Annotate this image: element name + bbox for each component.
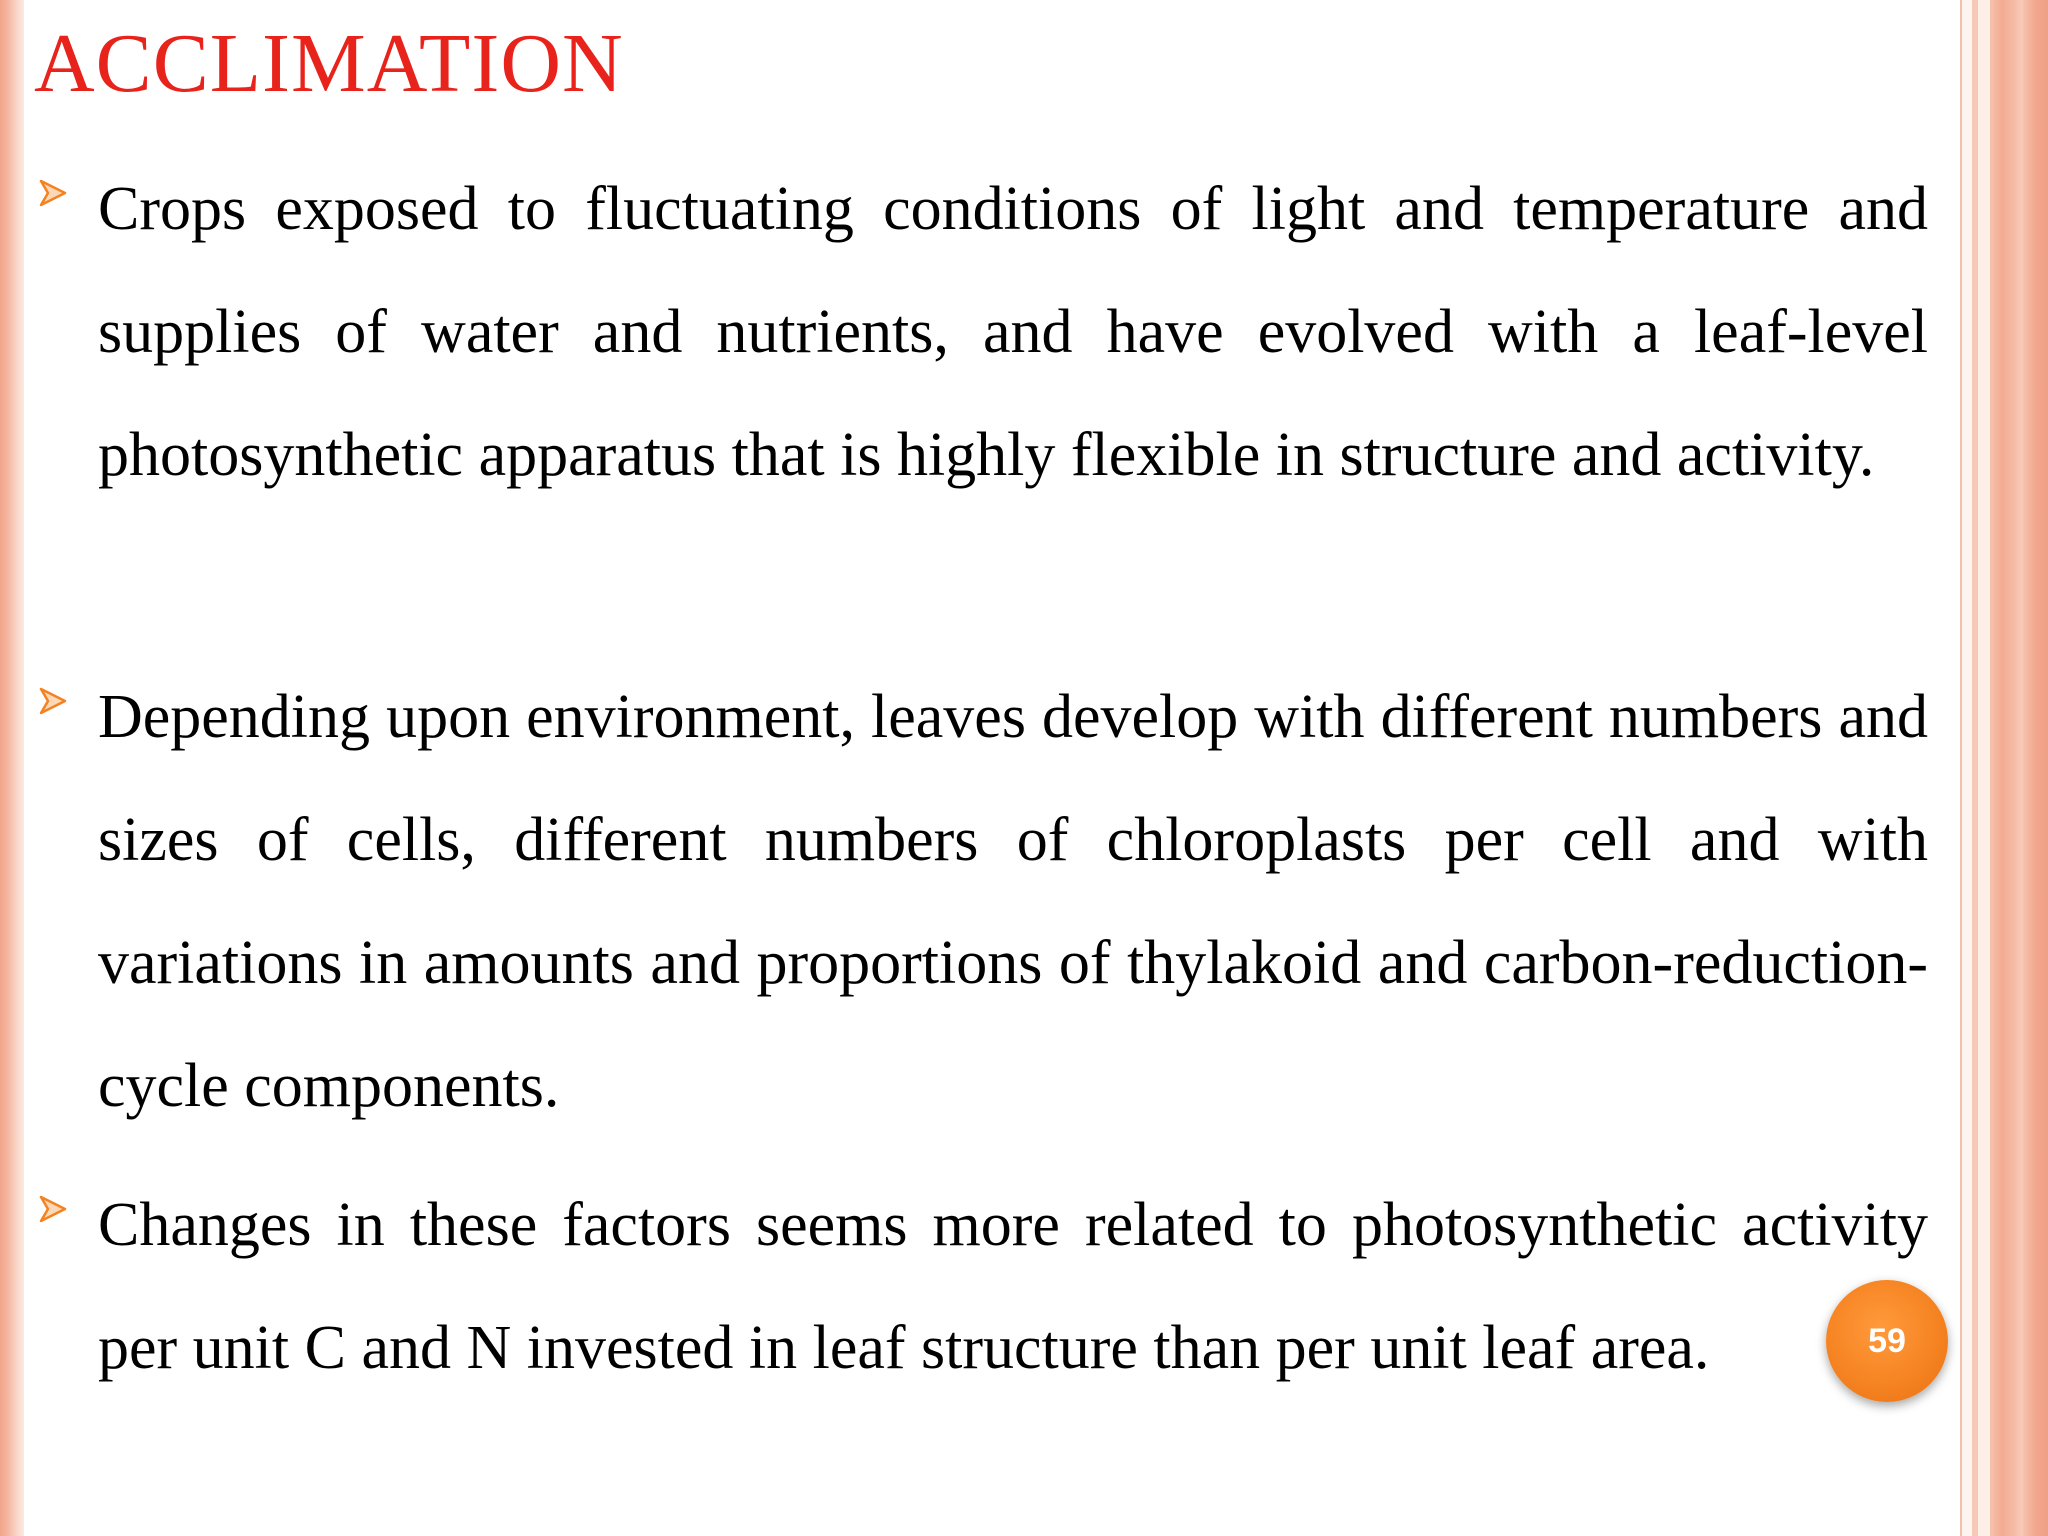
bullet-text: Crops exposed to fluctuating conditions of light and temperature and supplies of water and nutrients, and have evolved with a leaf-level photosynthetic apparatus that is highly flexible in structure and activity. (98, 175, 1928, 489)
arrow-bullet-icon (38, 178, 68, 208)
right-decorative-stripes (1960, 0, 2048, 1536)
arrow-bullet-icon (38, 1194, 68, 1224)
page-number: 59 (1868, 1321, 1906, 1360)
slide-title: ACCLIMATION (34, 17, 624, 110)
arrow-bullet-icon (38, 686, 68, 716)
bullet-item (34, 148, 1930, 517)
page-number-badge (1826, 1280, 1948, 1402)
bullet-text: Depending upon environment, leaves develop with different numbers and sizes of cells, different numbers of chloroplasts per cell and with variations in amounts and proportions of thylakoid and carbon-reduction-cycle components. (98, 683, 1928, 1120)
bullet-item (34, 1164, 1930, 1410)
left-border-stripe (0, 0, 24, 1536)
bullet-text: Changes in these factors seems more related to photosynthetic activity per unit C and N invested in leaf structure than per unit leaf area. (98, 1191, 1928, 1382)
bullet-item (34, 656, 1930, 1148)
